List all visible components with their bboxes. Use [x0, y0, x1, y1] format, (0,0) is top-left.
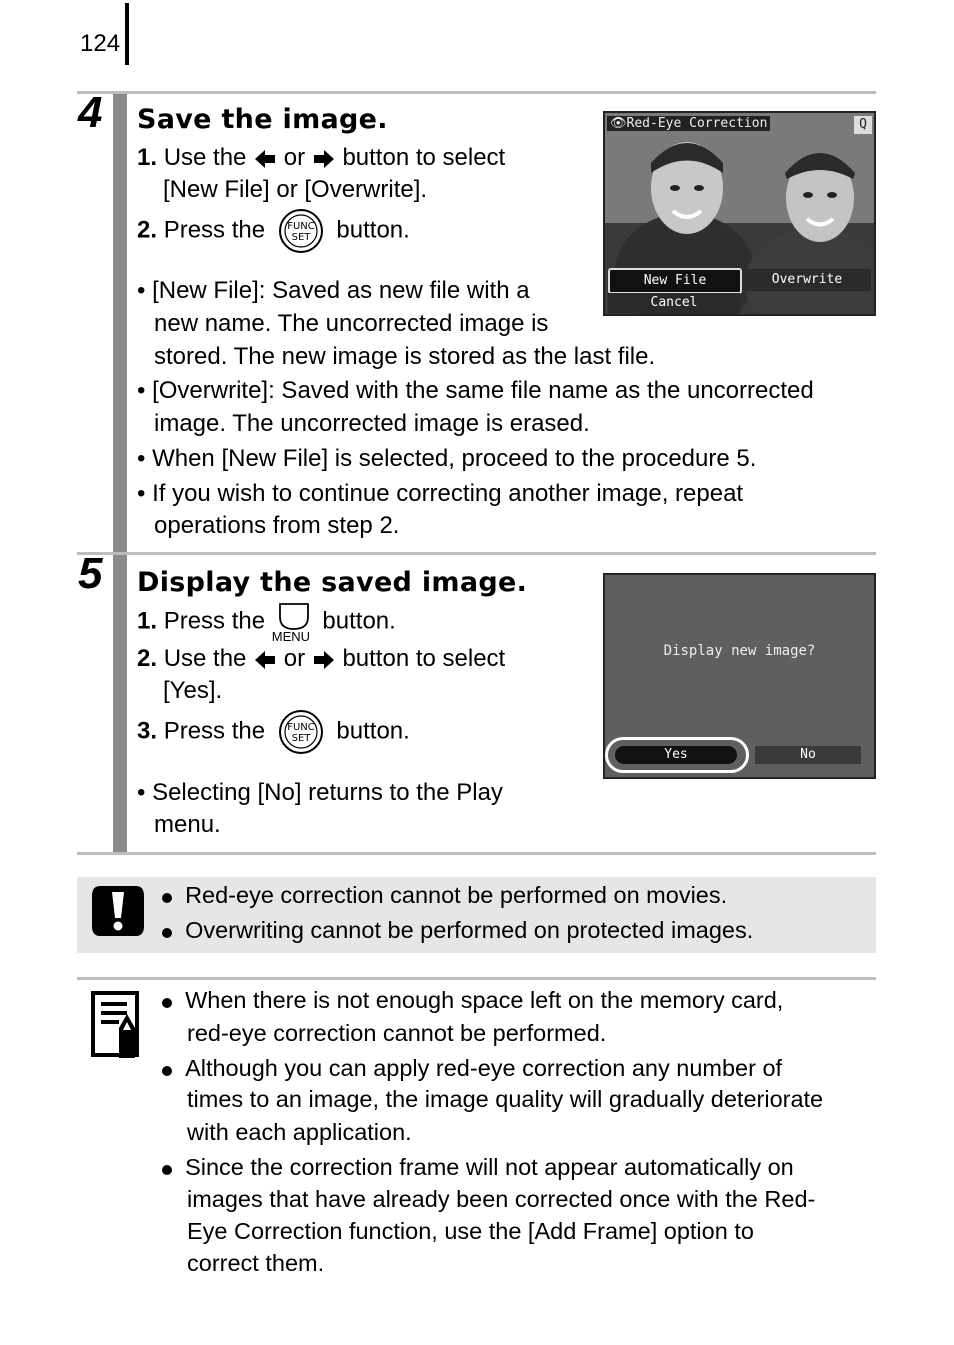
- svg-text:FUNC: FUNC: [286, 221, 315, 232]
- no-option[interactable]: No: [755, 746, 861, 764]
- bullet-text: Selecting [No] returns to the Play: [152, 779, 503, 806]
- instruction-text: button.: [322, 607, 396, 635]
- caution-text: Red-eye correction cannot be performed on movies.: [185, 882, 728, 908]
- step4-instruction-2: [137, 208, 410, 254]
- page-number: 124: [80, 30, 121, 57]
- note-text: Although you can apply red-eye correction any number of: [185, 1055, 783, 1081]
- step4-bullet-4-l2: operations from step 2.: [154, 512, 400, 539]
- svg-text:FUNC: FUNC: [286, 722, 315, 733]
- left-arrow-icon: [253, 649, 277, 671]
- step4-bullet-1-l3: stored. The new image is stored as the last file.: [154, 343, 656, 370]
- step5-instruction-3: [137, 709, 410, 755]
- note-item-2: [162, 1055, 782, 1082]
- new-file-option[interactable]: New File: [608, 268, 742, 294]
- instruction-text: button to select: [342, 144, 506, 171]
- step4-heading: Save the image.: [137, 104, 388, 135]
- instruction-text: Press the: [163, 216, 266, 244]
- yes-option[interactable]: Yes: [615, 746, 737, 764]
- bullet-text: [New File]: Saved as new file with a: [152, 277, 530, 304]
- display-prompt: Display new image?: [663, 643, 816, 659]
- caution-item-1: [162, 882, 727, 909]
- note-item-2-l2: times to an image, the image quality will gradually deteriorate: [187, 1086, 824, 1112]
- step5-instruction-2: [137, 645, 505, 673]
- instruction-text: button.: [336, 717, 410, 745]
- step5-heading: Display the saved image.: [137, 567, 528, 598]
- step5-bullet-1: • Selecting [No] returns to the Play: [137, 779, 503, 806]
- instruction-text: Press the: [163, 717, 266, 745]
- page-number-divider: [125, 3, 129, 65]
- bullet-dot: [162, 1066, 172, 1076]
- note-item-2-l3: with each application.: [187, 1119, 412, 1145]
- func-set-button-icon: [278, 709, 324, 755]
- step4-bullet-1-l2: new name. The uncorrected image is: [154, 310, 549, 337]
- svg-text:SET: SET: [291, 733, 311, 744]
- magnify-icon: Q: [854, 116, 872, 134]
- note-item-3-l3: Eye Correction function, use the [Add Frame] option to: [187, 1218, 754, 1244]
- step5-instruction-1: [137, 607, 396, 644]
- func-set-button-icon: [278, 208, 324, 254]
- note-item-3-l4: correct them.: [187, 1250, 325, 1276]
- notes-top-rule: [77, 977, 876, 980]
- step-index: 2.: [137, 645, 158, 672]
- step4-bullet-2-l2: image. The uncorrected image is erased.: [154, 410, 590, 437]
- instruction-text: Press the: [163, 607, 266, 635]
- caution-icon: [90, 884, 146, 938]
- bullet-dot: [162, 998, 172, 1008]
- screen-title-text: Red-Eye Correction: [626, 116, 768, 131]
- step5-number: 5: [78, 549, 103, 598]
- step-index: 3.: [137, 717, 158, 745]
- step4-number: 4: [78, 88, 103, 137]
- step4-top-rule: [77, 91, 876, 94]
- step5-bottom-rule: [77, 852, 876, 855]
- step4-instruction-1-cont: [New File] or [Overwrite].: [163, 176, 428, 203]
- instruction-text: Use the: [163, 645, 247, 672]
- step5-camera-screen: [603, 573, 876, 779]
- note-text: When there is not enough space left on the memory card,: [185, 987, 784, 1013]
- note-item-3-l2: images that have already been corrected once with the Red-: [187, 1186, 816, 1212]
- bullet-dot: [162, 893, 172, 903]
- note-icon: [90, 990, 146, 1060]
- bullet-text: If you wish to continue correcting another image, repeat: [152, 480, 744, 507]
- bullet-dot: [162, 1165, 172, 1175]
- instruction-text: button to select: [342, 645, 506, 672]
- step5-bullet-1-l2: menu.: [154, 811, 221, 838]
- note-item-1-l2: red-eye correction cannot be performed.: [187, 1020, 607, 1046]
- caution-text: Overwriting cannot be performed on protected images.: [185, 917, 754, 943]
- step4-bullet-1: • [New File]: Saved as new file with a: [137, 277, 530, 304]
- step4-instruction-1: [137, 144, 505, 172]
- cancel-option[interactable]: Cancel: [608, 293, 740, 313]
- note-text: Since the correction frame will not appear automatically on: [185, 1154, 794, 1180]
- note-item-1: [162, 987, 783, 1014]
- step-index: 1.: [137, 607, 158, 635]
- screen-title: [607, 116, 770, 131]
- overwrite-option[interactable]: Overwrite: [743, 269, 871, 291]
- step4-bullet-2: • [Overwrite]: Saved with the same file name as the uncorrected: [137, 377, 814, 404]
- step5-sidebar: [113, 555, 127, 853]
- menu-label: MENU: [271, 629, 311, 644]
- instruction-text: button.: [336, 216, 410, 244]
- right-arrow-icon: [312, 148, 336, 170]
- caution-item-2: [162, 917, 753, 944]
- step5-instruction-2-cont: [Yes].: [163, 677, 223, 704]
- left-arrow-icon: [253, 148, 277, 170]
- instruction-text: or: [283, 645, 306, 672]
- red-eye-icon: 👁: [610, 116, 627, 131]
- step5-top-rule: [77, 552, 876, 555]
- step4-camera-screen: [603, 111, 876, 316]
- step-index: 1.: [137, 144, 158, 171]
- bullet-dot: [162, 928, 172, 938]
- svg-text:SET: SET: [291, 232, 311, 243]
- step4-bullet-4: • If you wish to continue correcting another image, repeat: [137, 480, 744, 507]
- menu-button-icon: [271, 607, 316, 644]
- step4-bullet-3: • When [New File] is selected, proceed to the procedure 5.: [137, 445, 757, 472]
- step4-sidebar: [113, 94, 127, 552]
- bullet-text: [Overwrite]: Saved with the same file name as the uncorrected: [152, 377, 814, 404]
- note-item-3: [162, 1154, 794, 1181]
- instruction-text: Use the: [163, 144, 247, 171]
- bullet-text: When [New File] is selected, proceed to the procedure 5.: [152, 445, 757, 472]
- right-arrow-icon: [312, 649, 336, 671]
- step-index: 2.: [137, 216, 158, 244]
- instruction-text: or: [283, 144, 306, 171]
